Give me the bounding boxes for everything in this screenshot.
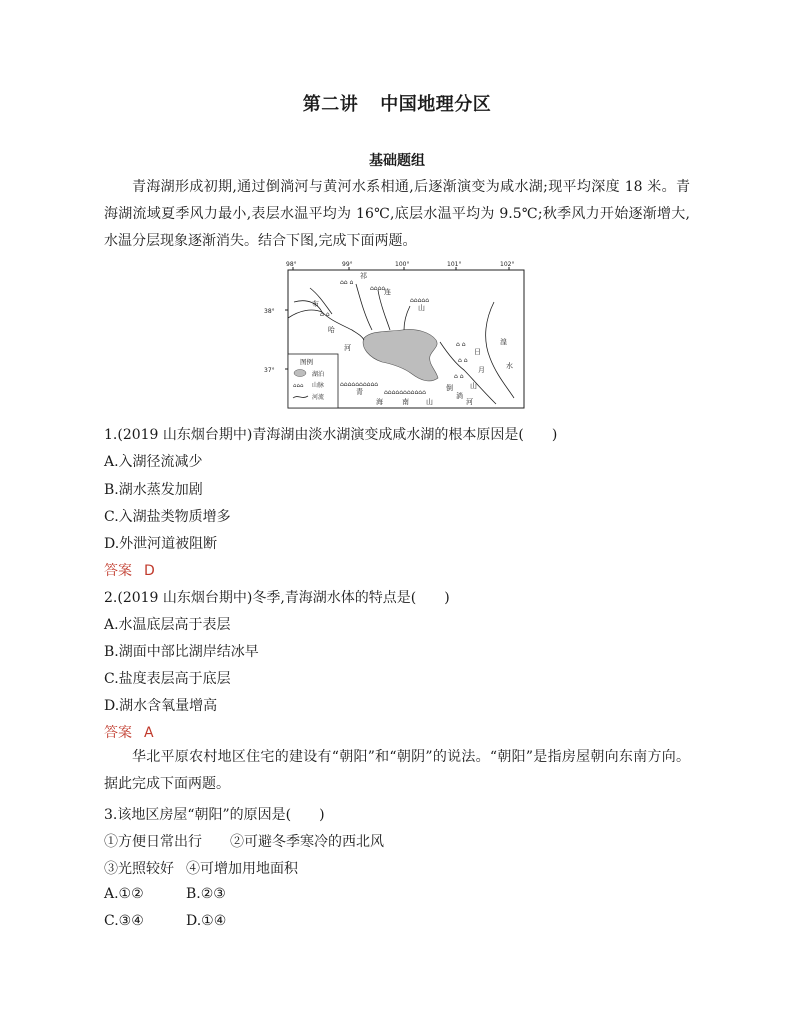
q3-stem: 3.该地区房屋“朝阳”的原因是( ) <box>104 807 325 823</box>
intro-paragraph: 青海湖形成初期,通过倒淌河与黄河水系相通,后逐渐演变为咸水湖;现平均深度 18 米。青海湖流域夏季风力最小,表层水温平均为 16℃,底层水温平均为 9.5℃;秋季风力开始逐渐增大,水温分层现象逐渐消失。结合下图,完成下面两题。 <box>104 179 690 249</box>
svg-text:⌂ ⌂: ⌂ ⌂ <box>456 341 466 348</box>
label-shui: 水 <box>506 362 513 370</box>
svg-text:⌂⌂⌂⌂⌂⌂⌂⌂⌂⌂⌂: ⌂⌂⌂⌂⌂⌂⌂⌂⌂⌂⌂ <box>384 389 426 396</box>
lon-100: 100° <box>395 261 410 268</box>
q2-answer-value: A <box>144 725 154 741</box>
legend-mountain: 山脉 <box>312 382 325 389</box>
q3-option-a: A.①② <box>104 886 144 902</box>
title-sub: 中国地理分区 <box>380 94 492 115</box>
q1-option-b: B.湖水蒸发加剧 <box>104 482 203 498</box>
q2-stem: 2.(2019 山东烟台期中)冬季,青海湖水体的特点是( ) <box>104 590 450 606</box>
legend-mountain-swatch: ⌂⌂⌂ <box>293 383 304 389</box>
label-ha: 哈 <box>328 326 335 334</box>
label-he2: 河 <box>466 398 473 406</box>
label-shan3: 山 <box>426 398 433 406</box>
q2-answer-label: 答案 <box>104 725 132 741</box>
svg-text:⌂ ⌂: ⌂ ⌂ <box>320 311 330 318</box>
label-yue: 月 <box>478 366 485 374</box>
q3-statement-3: ③光照较好 <box>104 861 174 877</box>
q3-statement-2: ②可避冬季寒冷的西北风 <box>230 834 384 850</box>
q3-option-b: B.②③ <box>186 886 226 902</box>
label-shan1: 山 <box>418 304 425 312</box>
title-main: 第二讲 <box>302 94 359 115</box>
label-dao: 倒 <box>446 384 453 392</box>
label-he1: 河 <box>344 344 351 352</box>
svg-text:⌂⌂ ⌂: ⌂⌂ ⌂ <box>340 279 354 286</box>
q3-options-row2 <box>104 913 226 929</box>
q3-statements-row2 <box>104 858 298 878</box>
svg-text:⌂ ⌂: ⌂ ⌂ <box>458 357 468 364</box>
label-shan2: 山 <box>470 382 477 390</box>
q1-option-a: A.入湖径流减少 <box>104 454 203 470</box>
lat-38: 38° <box>264 308 275 315</box>
label-ri: 日 <box>474 348 481 356</box>
lon-101: 101° <box>447 261 462 268</box>
lake-shape <box>363 329 438 380</box>
q3-option-d: D.①④ <box>186 913 227 929</box>
map-legend <box>288 354 338 408</box>
svg-text:⌂ ⌂: ⌂ ⌂ <box>454 373 464 380</box>
svg-text:⌂⌂⌂⌂⌂: ⌂⌂⌂⌂⌂ <box>410 297 430 304</box>
legend-lake-swatch <box>294 370 306 377</box>
q3-option-c: C.③④ <box>104 913 144 929</box>
lon-102: 102° <box>500 261 515 268</box>
intro2-paragraph: 华北平原农村地区住宅的建设有“朝阳”和“朝阴”的说法。“朝阳”是指房屋朝向东南方向。据此完成下面两题。 <box>104 749 690 792</box>
q1-answer <box>104 560 155 580</box>
label-nan: 南 <box>402 398 409 406</box>
q3-options-row1 <box>104 886 226 902</box>
q2-answer <box>104 722 154 742</box>
label-qing: 青 <box>356 388 363 396</box>
lon-99: 99° <box>342 261 353 268</box>
q2-option-b: B.湖面中部比湖岸结冰早 <box>104 644 259 660</box>
q1-answer-value: D <box>144 563 155 579</box>
label-qi: 祁 <box>360 272 367 280</box>
q2-option-c: C.盐度表层高于底层 <box>104 671 231 687</box>
label-lian: 连 <box>384 288 391 296</box>
lon-98: 98° <box>286 261 297 268</box>
section-heading: 基础题组 <box>369 153 425 169</box>
legend-river: 河流 <box>312 394 325 401</box>
q2-option-a: A.水温底层高于表层 <box>104 617 231 633</box>
page-title <box>0 90 794 116</box>
legend-lake: 湖泊 <box>312 371 325 378</box>
q1-answer-label: 答案 <box>104 563 132 579</box>
q1-option-d: D.外泄河道被阻断 <box>104 536 218 552</box>
q3-statements-row1 <box>104 831 384 851</box>
label-hai: 海 <box>376 398 383 406</box>
q2-option-d: D.湖水含氧量增高 <box>104 698 218 714</box>
label-bu: 布 <box>312 300 319 308</box>
q3-statement-4: ④可增加用地面积 <box>186 861 298 877</box>
q3-statement-1: ①方便日常出行 <box>104 834 202 850</box>
qinghai-lake-map <box>260 258 540 410</box>
svg-text:⌂⌂⌂⌂⌂⌂⌂⌂⌂⌂: ⌂⌂⌂⌂⌂⌂⌂⌂⌂⌂ <box>340 381 379 388</box>
svg-text:⌂⌂⌂⌂: ⌂⌂⌂⌂ <box>370 285 386 292</box>
label-huang: 湟 <box>500 338 507 346</box>
lat-37: 37° <box>264 367 275 374</box>
q1-option-c: C.入湖盐类物质增多 <box>104 509 231 525</box>
q1-stem: 1.(2019 山东烟台期中)青海湖由淡水湖演变成咸水湖的根本原因是( ) <box>104 427 558 443</box>
label-tang: 淌 <box>456 392 463 400</box>
legend-title: 图例 <box>300 358 313 366</box>
